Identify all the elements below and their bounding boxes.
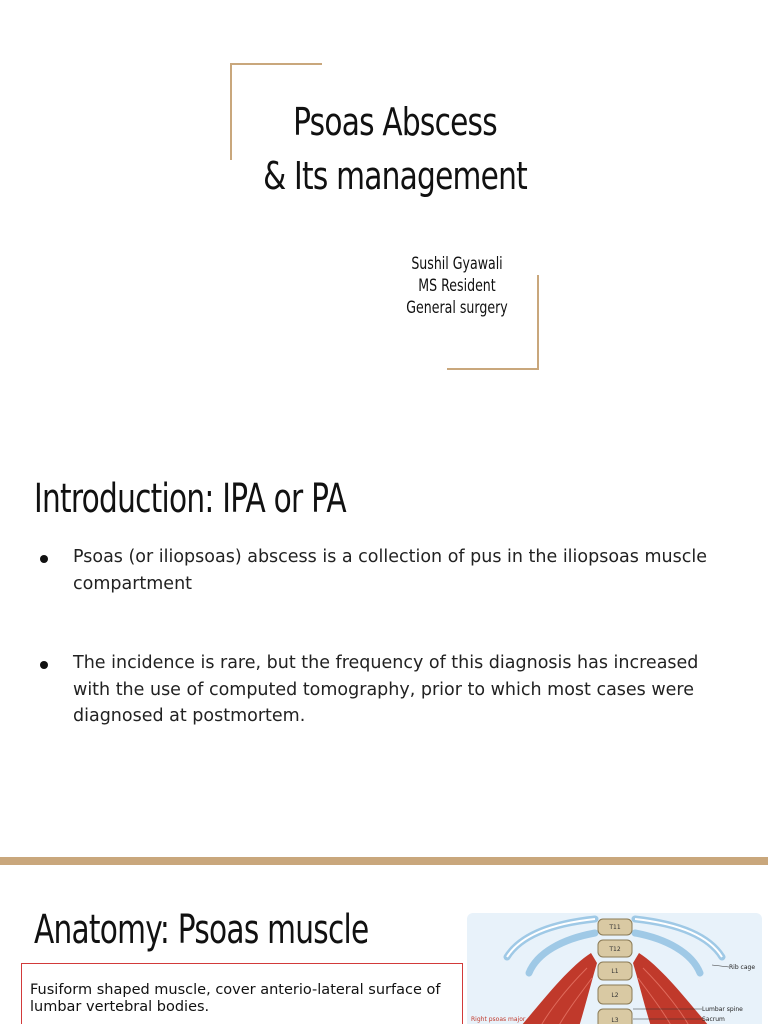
slide-title-line-2: & Its management <box>263 154 527 198</box>
bullet-text: The incidence is rare, but the frequency of this diagnosis has increased with the use of computed tomography, prior to which most cases were diagnosed at postmortem. <box>73 653 699 726</box>
anatomy-illustration <box>467 913 762 1024</box>
slide-heading: Anatomy: Psoas muscle <box>34 907 369 953</box>
bullet-dot-icon <box>40 555 48 563</box>
text-box <box>21 963 463 1024</box>
introduction-slide <box>0 430 768 858</box>
figure-label: Lumbar spine <box>702 1006 743 1013</box>
vertebra-label: L3 <box>611 1017 619 1024</box>
vertebra-label: L1 <box>611 968 619 975</box>
anatomy-slide <box>0 865 768 1024</box>
slide-heading: Introduction: IPA or PA <box>34 476 346 522</box>
bullet-text: Psoas (or iliopsoas) abscess is a collection of pus in the iliopsoas muscle compartment <box>73 547 707 594</box>
bullet-item <box>40 650 720 730</box>
corner-bracket-bottom-right <box>447 275 539 370</box>
vertebra-label: T12 <box>609 946 621 953</box>
vertebra-label: T11 <box>609 924 621 931</box>
figure-label: Rib cage <box>729 964 756 971</box>
author-department: General surgery <box>406 298 508 318</box>
vertebra-label: L2 <box>611 992 619 999</box>
bullet-item <box>40 544 720 597</box>
bullet-dot-icon <box>40 661 48 669</box>
figure-label: Right psoas major <box>471 1016 526 1023</box>
slide-divider <box>0 857 768 865</box>
figure-label: Sacrum <box>702 1016 725 1023</box>
text-box-content: Fusiform shaped muscle, cover anterio-lateral surface of lumbar vertebral bodies. <box>30 982 441 1015</box>
author-role: MS Resident <box>418 276 496 296</box>
slide-title-line-1: Psoas Abscess <box>293 100 497 144</box>
title-slide <box>0 0 768 430</box>
author-name: Sushil Gyawali <box>411 254 503 274</box>
